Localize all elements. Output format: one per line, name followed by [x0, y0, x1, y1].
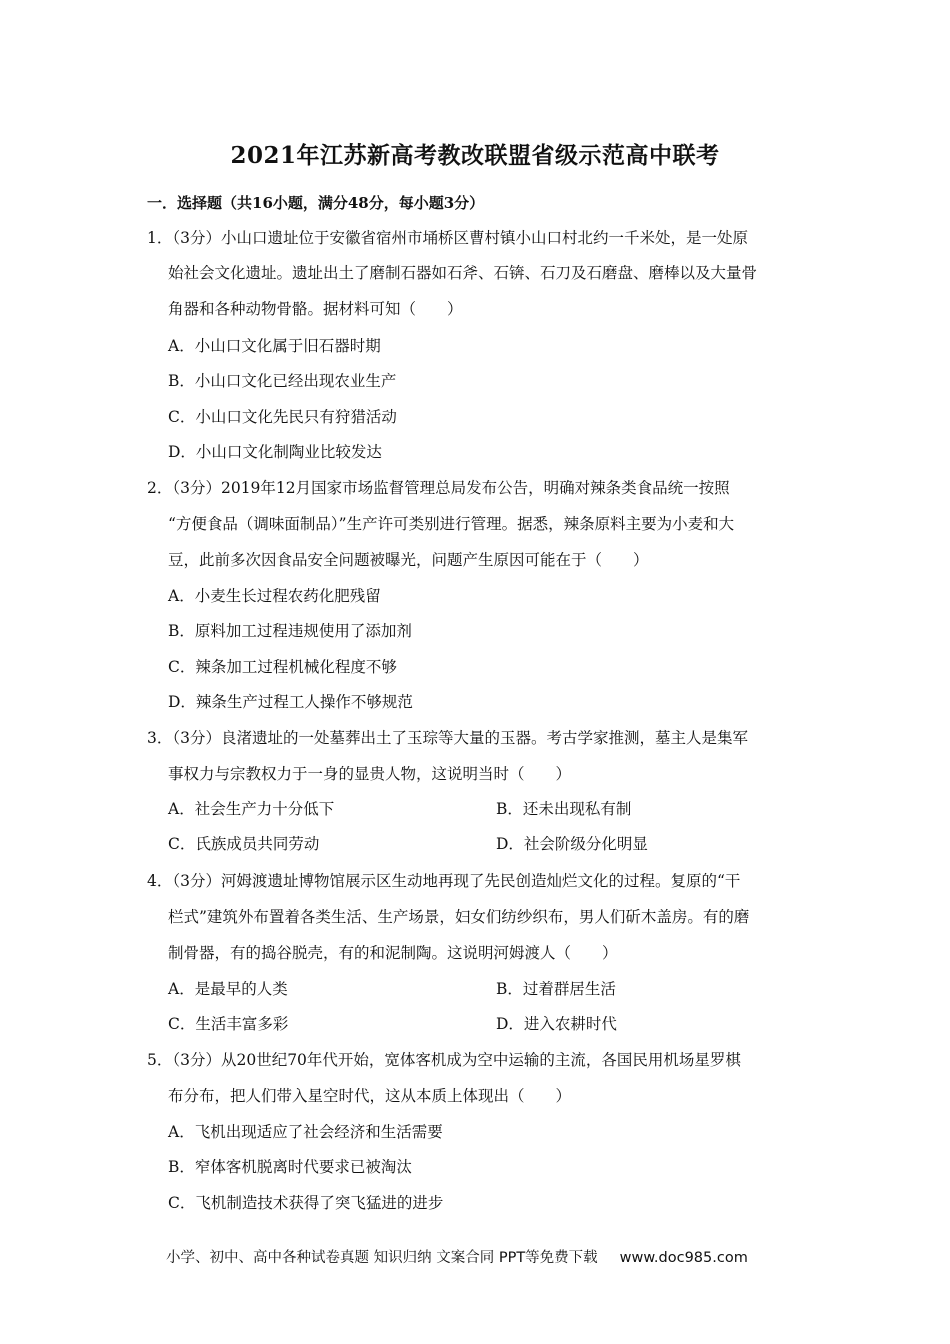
question-3-line-2: 事权力与宗教权力于一身的显贵人物，这说明当时（ ） — [168, 765, 572, 783]
question-3-option-b: B．还未出现私有制 — [496, 800, 632, 818]
question-2-option-b: B．原料加工过程违规使用了添加剂 — [168, 622, 412, 640]
question-2-line-1: 2．（3分）2019年12月国家市场监督管理总局发布公告，明确对辣条类食品统一按照 — [147, 479, 730, 497]
question-1-option-b: B．小山口文化已经出现农业生产 — [168, 372, 397, 390]
question-1-line-3: 角器和各种动物骨骼。据材料可知（ ） — [168, 300, 463, 318]
question-1-line-2: 始社会文化遗址。遗址出土了磨制石器如石斧、石锛、石刀及石磨盘、磨棒以及大量骨 — [168, 264, 758, 282]
question-2-line-3: 豆，此前多次因食品安全问题被曝光，问题产生原因可能在于（ ） — [168, 551, 649, 569]
question-3-option-a: A．社会生产力十分低下 — [168, 800, 335, 818]
question-1-line-1: 1．（3分）小山口遗址位于安徽省宿州市埇桥区曹村镇小山口村北约一千米处，是一处原 — [147, 229, 748, 247]
section-title: 一．选择题（共16小题，满分48分，每小题3分） — [147, 194, 485, 212]
question-4-line-1: 4．（3分）河姆渡遗址博物馆展示区生动地再现了先民创造灿烂文化的过程。复原的“干 — [147, 872, 741, 890]
question-4-option-a: A．是最早的人类 — [168, 980, 288, 998]
question-2-option-c: C．辣条加工过程机械化程度不够 — [168, 658, 397, 676]
question-4-line-3: 制骨器，有的捣谷脱壳，有的和泥制陶。这说明河姆渡人（ ） — [168, 944, 618, 962]
question-2-line-2: “方便食品（调味面制品）”生产许可类别进行管理。据悉，辣条原料主要为小麦和大 — [168, 515, 735, 533]
page-title: 2021年江苏新高考教改联盟省级示范高中联考 — [230, 142, 720, 169]
footer — [166, 1246, 748, 1267]
question-3-option-d: D．社会阶级分化明显 — [496, 835, 648, 853]
question-4-option-c: C．生活丰富多彩 — [168, 1015, 289, 1033]
question-1-option-d: D．小山口文化制陶业比较发达 — [168, 443, 382, 461]
footer-url[interactable]: www.doc985.com — [619, 1250, 748, 1266]
question-5-option-c: C．飞机制造技术获得了突飞猛进的进步 — [168, 1194, 444, 1212]
question-3-option-c: C．氏族成员共同劳动 — [168, 835, 320, 853]
footer-text: 小学、初中、高中各种试卷真题 知识归纳 文案合同 PPT等免费下载 — [166, 1250, 598, 1266]
question-5-option-b: B．窄体客机脱离时代要求已被淘汰 — [168, 1158, 412, 1176]
question-4-line-2: 栏式”建筑外布置着各类生活、生产场景，妇女们纺纱织布，男人们斫木盖房。有的磨 — [168, 908, 750, 926]
question-2-option-d: D．辣条生产过程工人操作不够规范 — [168, 693, 413, 711]
question-5-line-2: 布分布，把人们带入星空时代，这从本质上体现出（ ） — [168, 1087, 572, 1105]
question-2-option-a: A．小麦生长过程农药化肥残留 — [168, 587, 381, 605]
question-5-option-a: A．飞机出现适应了社会经济和生活需要 — [168, 1123, 443, 1141]
question-4-option-d: D．进入农耕时代 — [496, 1015, 617, 1033]
question-1-option-c: C．小山口文化先民只有狩猎活动 — [168, 408, 397, 426]
question-1-option-a: A．小山口文化属于旧石器时期 — [168, 337, 381, 355]
question-3-line-1: 3．（3分）良渚遗址的一处墓葬出土了玉琮等大量的玉器。考古学家推测，墓主人是集军 — [147, 729, 748, 747]
question-5-line-1: 5．（3分）从20世纪70年代开始，宽体客机成为空中运输的主流，各国民用机场星罗棋 — [147, 1051, 741, 1069]
question-4-option-b: B．过着群居生活 — [496, 980, 616, 998]
